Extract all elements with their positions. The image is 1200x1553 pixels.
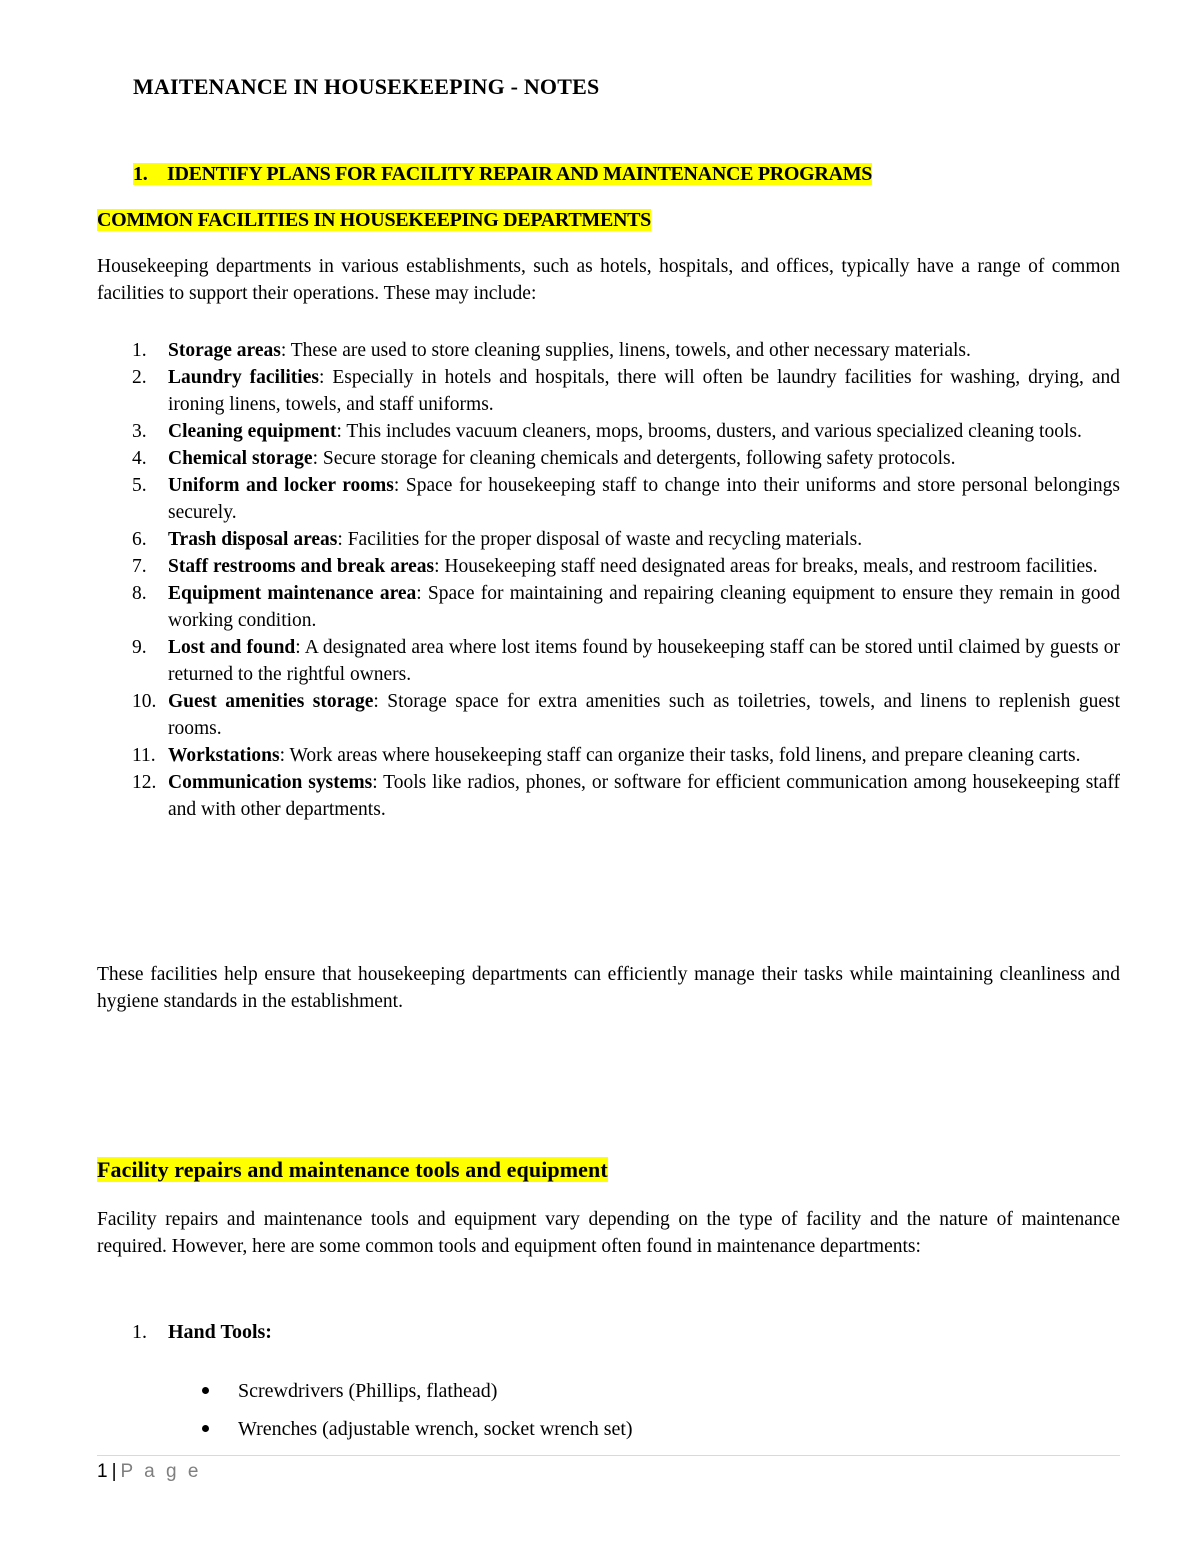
list-item-number: 4. [132, 448, 147, 469]
list-item-desc: : Housekeeping staff need designated areas for breaks, meals, and restroom facilities. [434, 556, 1098, 577]
list-item-term: Workstations [168, 745, 280, 766]
list-item-desc: : These are used to store cleaning supplies, linens, towels, and other necessary materials. [280, 340, 971, 361]
intro-paragraph: Housekeeping departments in various establishments, such as hotels, hospitals, and offices, typically have a range of common facilities to support their operations. These may include: [97, 256, 1120, 304]
list-item [97, 472, 1120, 526]
list-item-number: 2. [132, 367, 147, 388]
document-title: MAITENANCE IN HOUSEKEEPING - NOTES [133, 74, 600, 99]
list-item-number: 5. [132, 475, 147, 496]
list-item-number: 8. [132, 583, 147, 604]
list-item-desc: : Work areas where housekeeping staff can organize their tasks, fold linens, and prepare cleaning carts. [279, 745, 1081, 766]
list-item [97, 769, 1120, 823]
bullet-text: Wrenches (adjustable wrench, socket wrench set) [238, 1418, 633, 1440]
tools-intro-paragraph: Facility repairs and maintenance tools and equipment vary depending on the type of facility and the nature of maintenance required. However, here are some common tools and equipment often found in maintenance departments: [97, 1209, 1120, 1257]
list-item-desc: : This includes vacuum cleaners, mops, brooms, dusters, and various specialized cleaning tools. [336, 421, 1082, 442]
footer-separator: | [111, 1461, 117, 1482]
list-item-term: Uniform and locker rooms [168, 475, 394, 496]
list-item-term: Staff restrooms and break areas [168, 556, 435, 577]
hand-tools-heading [132, 1319, 272, 1346]
section-heading-text: IDENTIFY PLANS FOR FACILITY REPAIR AND MAINTENANCE PROGRAMS [167, 163, 873, 185]
list-item-term: Storage areas [168, 340, 281, 361]
list-item-number: 3. [132, 421, 147, 442]
list-item-term: Cleaning equipment [168, 421, 337, 442]
sub-heading-text: COMMON FACILITIES IN HOUSEKEEPING DEPARTMENTS [97, 209, 652, 231]
list-item-desc: : Space for housekeeping staff to change into their uniforms and store personal belongings securely. [168, 475, 1120, 523]
page-number: 1 [97, 1461, 108, 1482]
list-item-term: Lost and found [168, 637, 296, 658]
list-item-term: Equipment maintenance area [168, 583, 417, 604]
list-item-desc: : Secure storage for cleaning chemicals and detergents, following safety protocols. [312, 448, 956, 469]
bullet-item [200, 1372, 633, 1410]
list-item-desc: : Especially in hotels and hospitals, there will often be laundry facilities for washing, drying, and ironing linens, towels, and staff uniforms. [168, 367, 1120, 415]
page-label: P a g e [120, 1461, 202, 1482]
list-item [97, 526, 1120, 553]
list-item-desc: : A designated area where lost items found by housekeeping staff can be stored until claimed by guests or returned to the rightful owners. [168, 637, 1120, 685]
list-item [97, 445, 1120, 472]
list-item-term: Guest amenities storage [168, 691, 374, 712]
list-item-term: Chemical storage [168, 448, 313, 469]
list-item-number: 7. [132, 556, 147, 577]
list-item [97, 364, 1120, 418]
list-item [97, 580, 1120, 634]
bullet-text: Screwdrivers (Phillips, flathead) [238, 1380, 498, 1402]
list-item-desc: : Tools like radios, phones, or software for efficient communication among housekeeping staff and with other departments. [168, 772, 1120, 820]
page-footer [97, 1461, 201, 1483]
sub-heading [97, 209, 651, 232]
list-item-term: Trash disposal areas [168, 529, 338, 550]
hand-tools-list [200, 1372, 633, 1448]
hand-tools-label: Hand Tools: [168, 1321, 272, 1343]
list-item-number: 11. [132, 745, 156, 766]
section-number: 1. [133, 163, 148, 185]
list-item-number: 9. [132, 637, 147, 658]
list-item-desc: : Space for maintaining and repairing cleaning equipment to ensure they remain in good working condition. [168, 583, 1120, 631]
bullet-icon [202, 1387, 209, 1394]
closing-paragraph: These facilities help ensure that housekeeping departments can efficiently manage their tasks while maintaining cleanliness and hygiene standards in the establishment. [97, 964, 1120, 1012]
facilities-list [97, 337, 1120, 823]
list-item-number: 10. [132, 691, 157, 712]
list-item-number: 1. [132, 340, 147, 361]
bullet-icon [202, 1425, 209, 1432]
footer-divider [97, 1455, 1120, 1456]
list-item-term: Laundry facilities [168, 367, 319, 388]
list-item-number: 6. [132, 529, 147, 550]
list-item-desc: : Storage space for extra amenities such as toiletries, towels, and linens to replenish guest rooms. [168, 691, 1120, 739]
list-item [97, 742, 1120, 769]
list-item [97, 688, 1120, 742]
section-heading [133, 163, 872, 186]
list-item-number: 12. [132, 772, 157, 793]
list-item [97, 634, 1120, 688]
hand-tools-number: 1. [132, 1321, 147, 1343]
list-item [97, 418, 1120, 445]
list-item [97, 553, 1120, 580]
tools-section-heading-text: Facility repairs and maintenance tools and equipment [97, 1157, 608, 1182]
list-item-term: Communication systems [168, 772, 373, 793]
bullet-item [200, 1410, 633, 1448]
section-heading-highlight [133, 163, 872, 185]
list-item [97, 337, 1120, 364]
tools-section-heading [97, 1157, 608, 1183]
list-item-desc: : Facilities for the proper disposal of waste and recycling materials. [337, 529, 863, 550]
